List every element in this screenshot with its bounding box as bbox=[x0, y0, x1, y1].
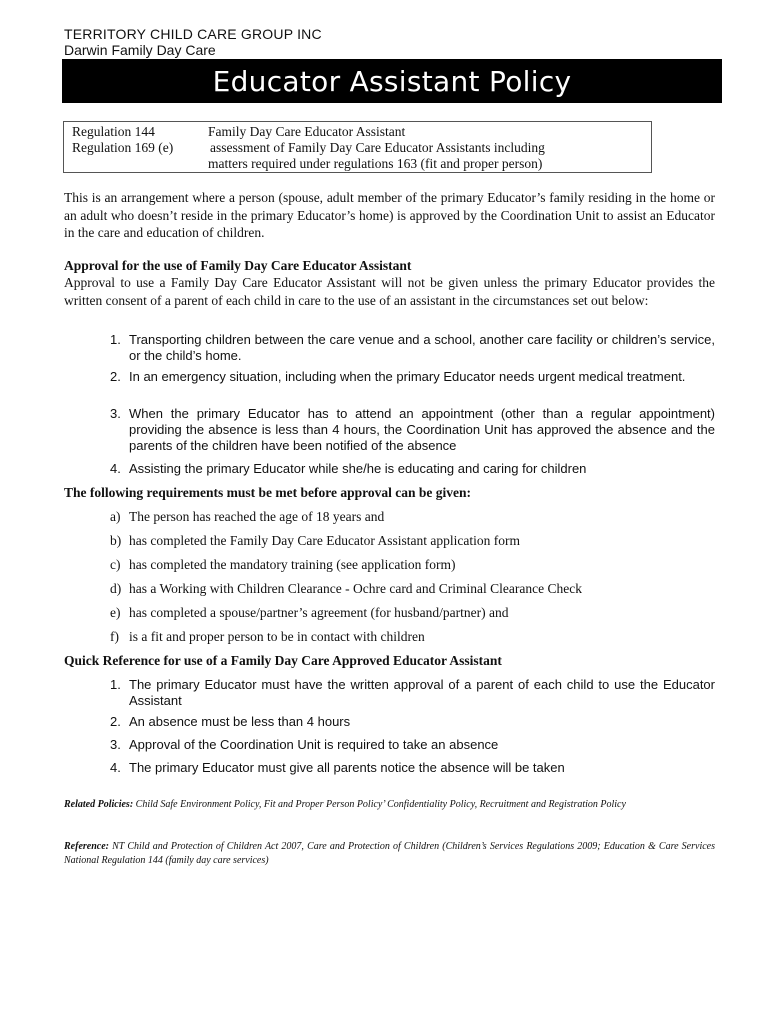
approval-heading: Approval for the use of Family Day Care Educator Assistant bbox=[64, 258, 412, 273]
item-text: The person has reached the age of 18 years and bbox=[129, 509, 385, 524]
reference-text: NT Child and Protection of Children Act 2007, Care and Protection of Children (Children’s Services Regulations 2009; Education & Care Services National Regulation 144 (family day care services) bbox=[64, 841, 716, 866]
item-text: has completed the mandatory training (see application form) bbox=[129, 557, 456, 572]
related-policies-label: Related Policies: bbox=[64, 799, 134, 810]
item-text: The primary Educator must have the written approval of a parent of each child to use the Educator Assistant bbox=[129, 677, 715, 708]
requirement-item bbox=[110, 557, 456, 573]
regulation-row bbox=[72, 155, 542, 172]
item-number: 2. bbox=[110, 714, 121, 729]
item-letter: d) bbox=[110, 581, 122, 596]
item-text: is a fit and proper person to be in contact with children bbox=[129, 629, 425, 644]
item-text: Approval of the Coordination Unit is required to take an absence bbox=[129, 737, 499, 752]
item-letter: e) bbox=[110, 605, 121, 620]
item-letter: a) bbox=[110, 509, 121, 524]
quick-reference-heading: Quick Reference for use of a Family Day Care Approved Educator Assistant bbox=[64, 653, 502, 668]
requirements-heading: The following requirements must be met before approval can be given: bbox=[64, 485, 471, 500]
title-banner bbox=[62, 59, 722, 103]
intro-paragraph: This is an arrangement where a person (spouse, adult member of the primary Educator’s family residing in the home or an adult who doesn’t reside in the primary Educator’s home) is approved by the Coordination Unit to assist an Educator in the care and education of children. bbox=[64, 190, 715, 240]
item-text: has completed the Family Day Care Educator Assistant application form bbox=[129, 533, 521, 548]
page-title: Educator Assistant Policy bbox=[212, 64, 572, 98]
related-policies-text: Child Safe Environment Policy, Fit and Proper Person Policy’ Confidentiality Policy, Recruitment and Registration Policy bbox=[135, 799, 626, 810]
regulation-text: matters required under regulations 163 (fit and proper person) bbox=[208, 156, 543, 171]
item-number: 1. bbox=[110, 332, 121, 347]
item-text: In an emergency situation, including when the primary Educator needs urgent medical treatment. bbox=[129, 369, 686, 384]
quick-reference-item bbox=[110, 677, 715, 709]
requirement-item bbox=[110, 533, 520, 549]
approval-item bbox=[110, 461, 715, 477]
item-number: 4. bbox=[110, 461, 121, 476]
related-policies-note bbox=[64, 798, 715, 812]
regulation-text: Family Day Care Educator Assistant bbox=[208, 124, 406, 139]
requirement-item bbox=[110, 605, 508, 621]
regulation-text: assessment of Family Day Care Educator Assistants including bbox=[210, 140, 545, 155]
regulation-code: Regulation 144 bbox=[72, 124, 155, 139]
regulation-row bbox=[72, 139, 545, 156]
item-text: has completed a spouse/partner’s agreement (for husband/partner) and bbox=[129, 605, 509, 620]
item-number: 3. bbox=[110, 737, 121, 752]
item-number: 2. bbox=[110, 369, 121, 384]
requirement-item bbox=[110, 629, 425, 645]
organization-name: TERRITORY CHILD CARE GROUP INC bbox=[64, 26, 322, 42]
regulations-box bbox=[63, 121, 652, 173]
approval-item bbox=[110, 332, 715, 364]
quick-reference-item bbox=[110, 737, 715, 753]
item-number: 1. bbox=[110, 677, 121, 692]
requirement-item bbox=[110, 581, 582, 597]
item-letter: c) bbox=[110, 557, 121, 572]
item-number: 3. bbox=[110, 406, 121, 421]
item-text: An absence must be less than 4 hours bbox=[129, 714, 351, 729]
reference-note bbox=[64, 840, 715, 868]
quick-reference-item bbox=[110, 714, 715, 730]
approval-item bbox=[110, 369, 715, 385]
requirement-item bbox=[110, 509, 384, 525]
quick-reference-item bbox=[110, 760, 715, 776]
organization-subtitle: Darwin Family Day Care bbox=[64, 42, 216, 58]
reference-label: Reference: bbox=[64, 841, 109, 852]
item-text: has a Working with Children Clearance - Ochre card and Criminal Clearance Check bbox=[129, 581, 582, 596]
item-letter: b) bbox=[110, 533, 122, 548]
item-text: Transporting children between the care venue and a school, another care facility or children’s service, or the child’s home. bbox=[129, 332, 715, 363]
regulation-row bbox=[72, 123, 405, 140]
item-letter: f) bbox=[110, 629, 119, 644]
item-text: Assisting the primary Educator while she/he is educating and caring for children bbox=[129, 461, 587, 476]
regulation-code: Regulation 169 (e) bbox=[72, 140, 174, 155]
approval-paragraph: Approval to use a Family Day Care Educator Assistant will not be given unless the primary Educator provides the written consent of a parent of each child in care to the use of an assistant in the circumstances set out below: bbox=[64, 275, 715, 308]
approval-item bbox=[110, 406, 715, 454]
item-number: 4. bbox=[110, 760, 121, 775]
item-text: When the primary Educator has to attend an appointment (other than a regular appointment) providing the absence is less than 4 hours, the Coordination Unit has approved the absence and the parents of the children have been notified of the absence bbox=[129, 406, 715, 453]
item-text: The primary Educator must give all parents notice the absence will be taken bbox=[129, 760, 565, 775]
